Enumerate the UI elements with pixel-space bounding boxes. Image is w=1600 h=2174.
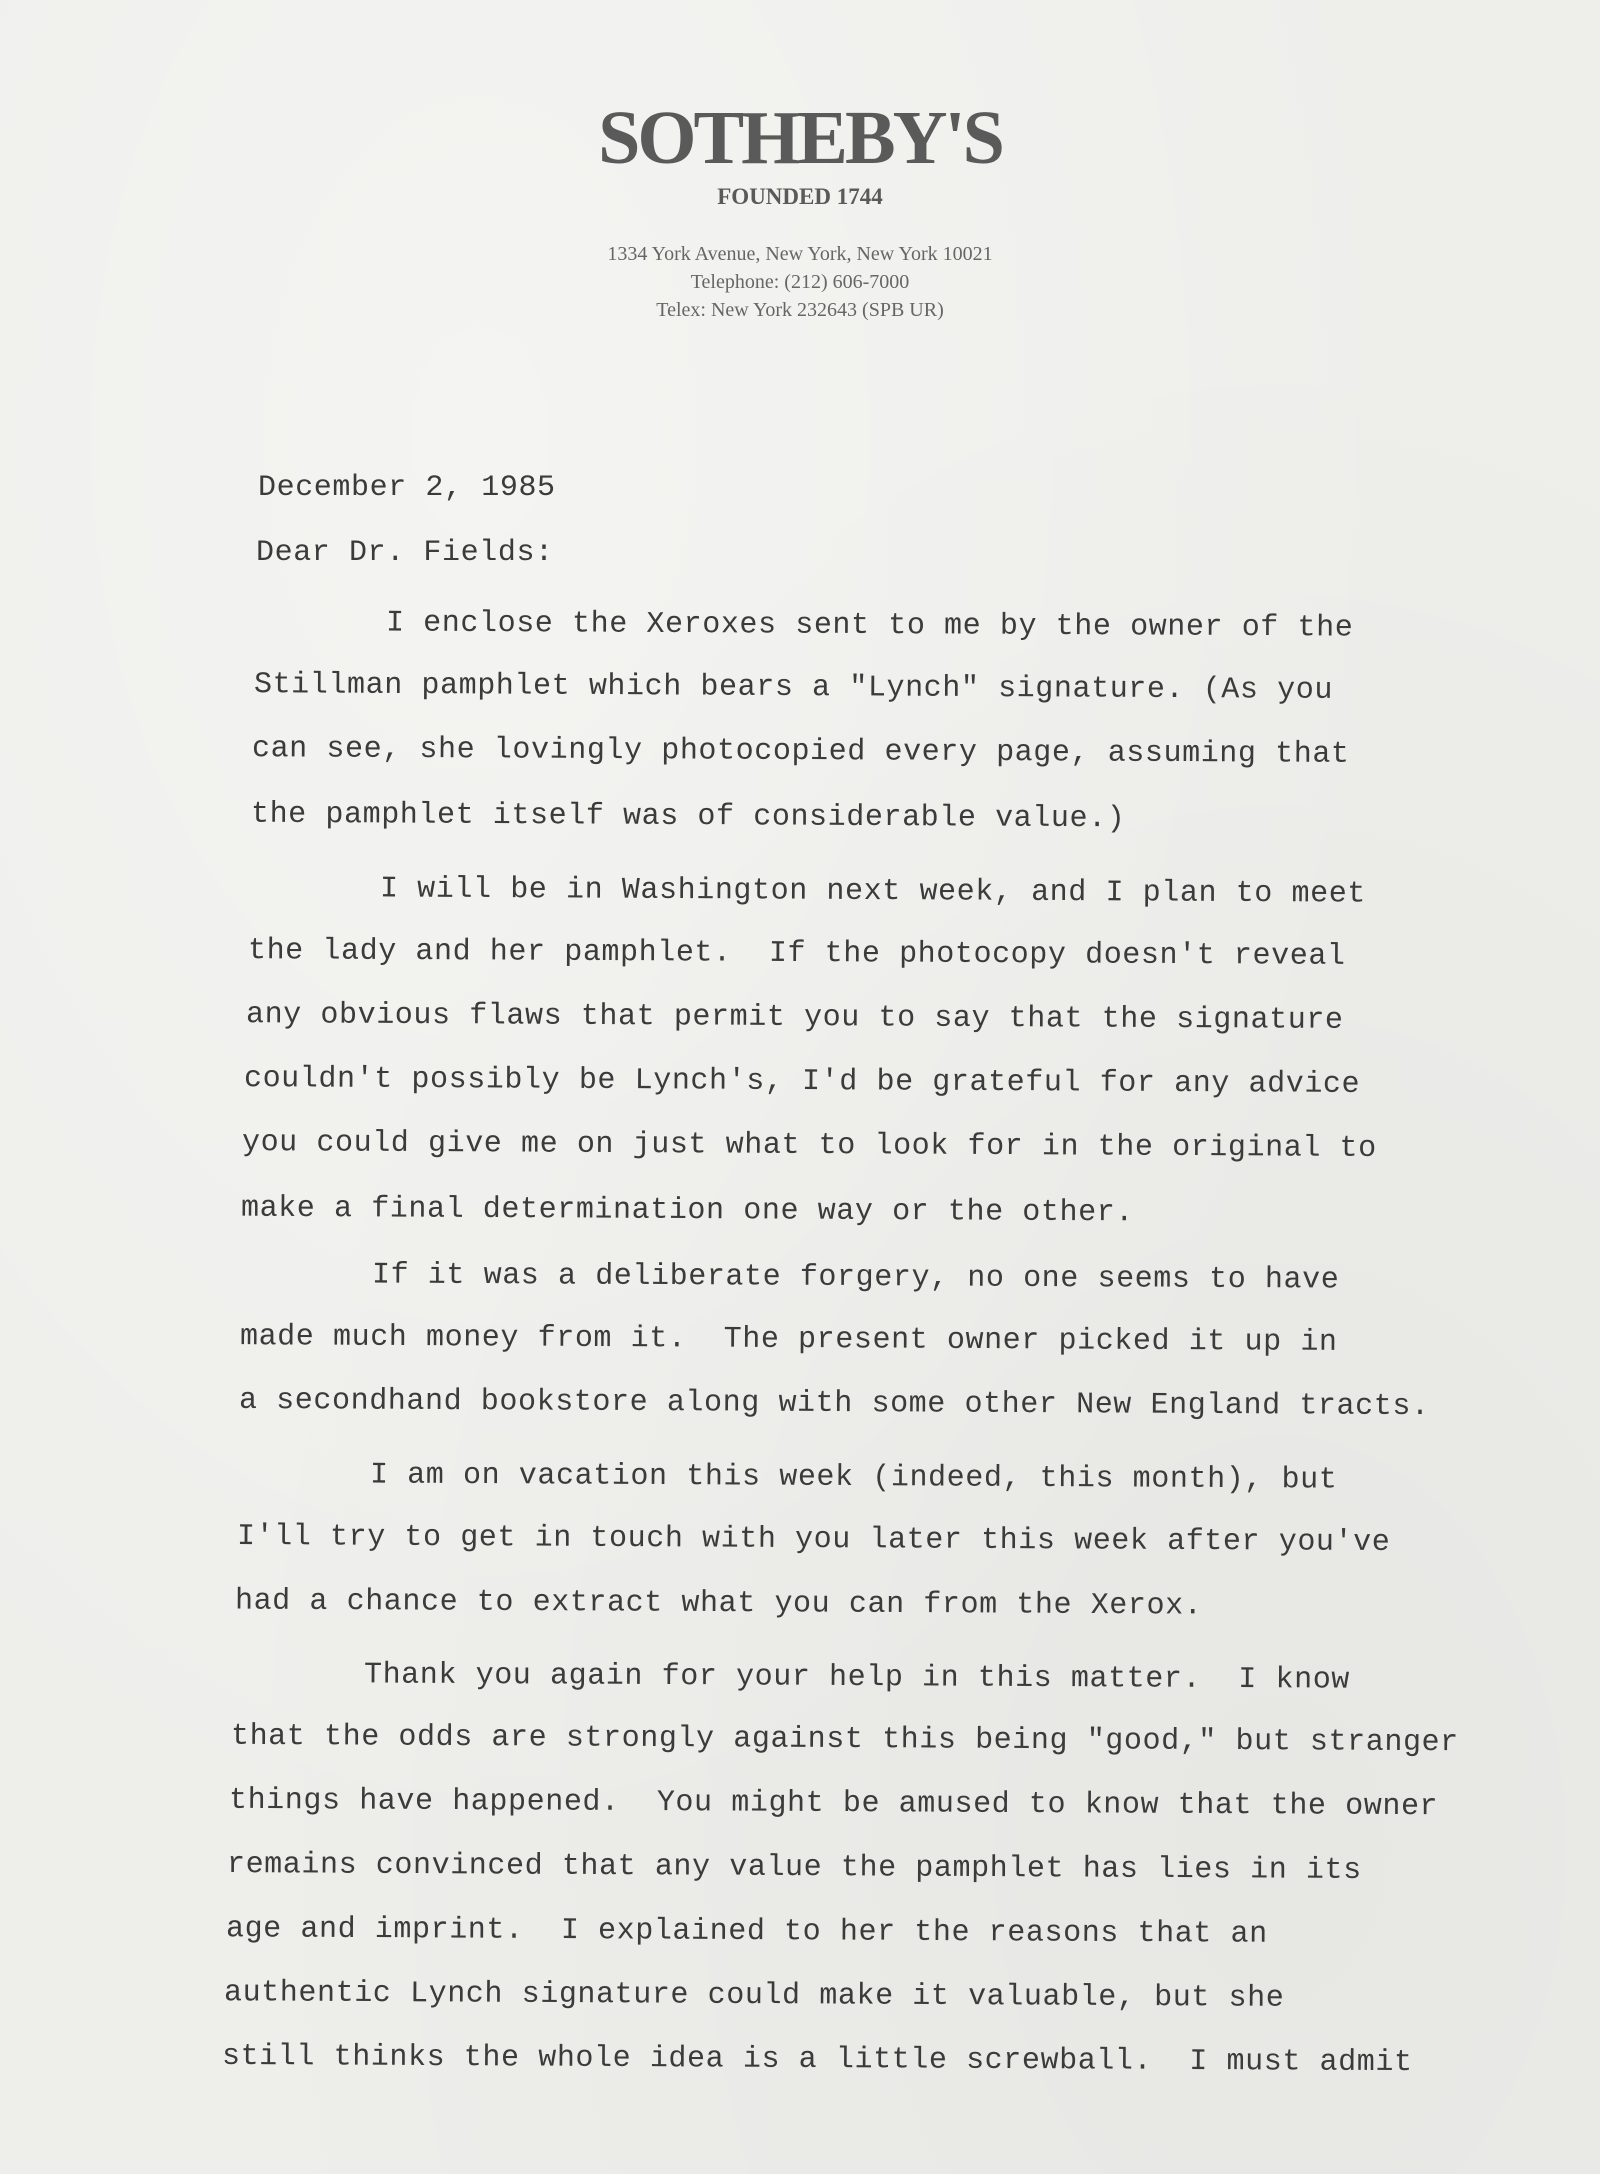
letter-line: I am on vacation this week (indeed, this month), but — [369, 1458, 1338, 1498]
letter-line: a secondhand bookstore along with some other New England tracts. — [238, 1383, 1430, 1425]
letter-date: December 2, 1985 — [258, 471, 556, 505]
letter-line: I will be in Washington next week, and I plan to meet — [379, 872, 1367, 912]
address: 1334 York Avenue, New York, New York 10021 — [607, 243, 993, 265]
letter-line: had a chance to extract what you can from the Xerox. — [234, 1584, 1203, 1624]
letter-line: that the odds are strongly against this being "good," but stranger — [230, 1719, 1459, 1761]
letter-line: remains convinced that any value the pamphlet has lies in its — [226, 1848, 1362, 1888]
letter-line: made much money from it. The present owner picked it up in — [239, 1320, 1338, 1360]
letter-line: can see, she lovingly photocopied every page, assuming that — [251, 732, 1350, 772]
telex: Telex: New York 232643 (SPB UR) — [656, 299, 944, 321]
letter-line: the lady and her pamphlet. If the photocopy doesn't reveal — [247, 934, 1346, 974]
letter-line: authentic Lynch signature could make it valuable, but she — [223, 1976, 1285, 2016]
letter-line: make a final determination one way or the other. — [240, 1191, 1135, 1231]
letter-line: still thinks the whole idea is a little screwball. I must admit — [221, 2039, 1413, 2081]
letter-line: I'll try to get in touch with you later this week after you've — [236, 1519, 1391, 1561]
letter-line: Stillman pamphlet which bears a "Lynch" signature. (As you — [253, 668, 1334, 708]
letter-line: any obvious flaws that permit you to say that the signature — [245, 998, 1344, 1038]
company-logo: SOTHEBY'S — [598, 96, 1002, 180]
telephone: Telephone: (212) 606-7000 — [690, 271, 910, 293]
letter-line: Thank you again for your help in this matter. I know — [363, 1658, 1351, 1698]
letter-salutation: Dear Dr. Fields: — [256, 536, 554, 570]
letter-line: If it was a deliberate forgery, no one seems to have — [371, 1258, 1340, 1298]
founded-year: FOUNDED 1744 — [717, 184, 883, 209]
letter-line: things have happened. You might be amused to know that the owner — [228, 1783, 1439, 1825]
letter-line: the pamphlet itself was of considerable value.) — [250, 797, 1126, 837]
letter-line: you could give me on just what to look for in the original to — [241, 1126, 1377, 1166]
letter-line: I enclose the Xeroxes sent to me by the owner of the — [385, 606, 1354, 646]
letter-line: couldn't possibly be Lynch's, I'd be grateful for any advice — [243, 1062, 1361, 1102]
letter-line: age and imprint. I explained to her the reasons that an — [225, 1912, 1268, 1952]
